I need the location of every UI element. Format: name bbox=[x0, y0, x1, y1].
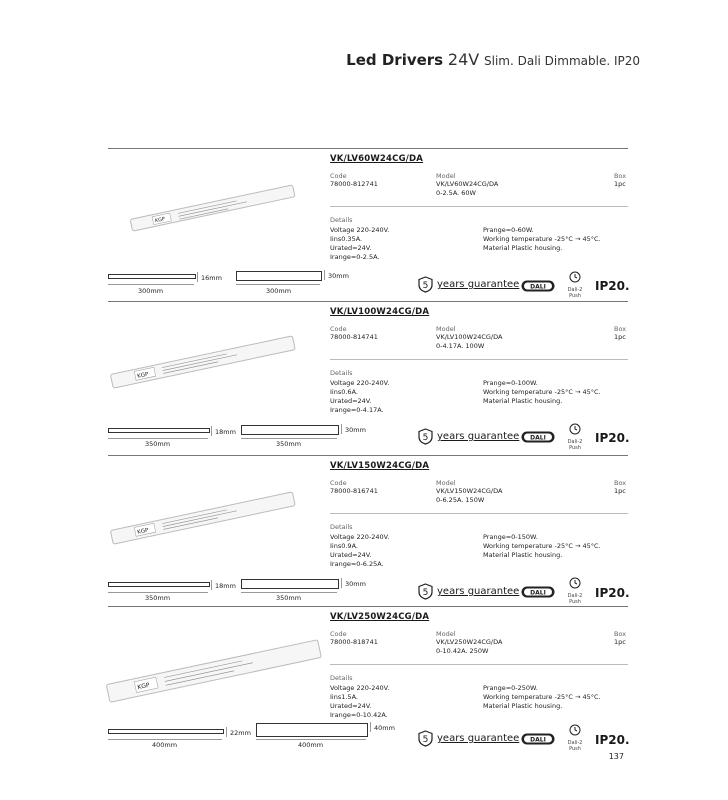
code-label: Code bbox=[330, 630, 347, 638]
box-value: 1pc bbox=[614, 333, 626, 341]
shield-icon bbox=[418, 583, 433, 600]
specs-left bbox=[330, 533, 389, 569]
spec-prange: Prange=0-100W. bbox=[483, 379, 538, 387]
page-number: 137 bbox=[608, 752, 624, 761]
code-value: 78000-816741 bbox=[330, 487, 378, 495]
guarantee-text: years guarantee bbox=[437, 431, 520, 442]
guarantee-text: years guarantee bbox=[437, 733, 520, 744]
model-value: VK/LV100W24CG/DA bbox=[436, 333, 503, 341]
svg-text:5: 5 bbox=[422, 433, 429, 443]
details-label: Details bbox=[330, 369, 353, 377]
dim-length-side: 350mm bbox=[276, 594, 302, 602]
details-label: Details bbox=[330, 674, 353, 682]
spec-irange: Irange=0-4.17A. bbox=[330, 406, 384, 414]
spec-iins: Iins0.9A. bbox=[330, 542, 358, 550]
spec-temp: Working temperature -25°C → 45°C. bbox=[483, 542, 601, 550]
guarantee-badge bbox=[418, 428, 519, 445]
dali-push-icon: Dali-2 Push bbox=[567, 721, 583, 752]
dim-length-side: 300mm bbox=[266, 287, 292, 295]
svg-text:KGP: KGP bbox=[136, 681, 151, 692]
dim-width: 30mm bbox=[345, 580, 366, 588]
product-section bbox=[0, 606, 728, 761]
model-label: Model bbox=[436, 630, 456, 638]
model-label: Model bbox=[436, 479, 456, 487]
ip-rating: IP20. bbox=[595, 431, 630, 445]
dali-logo-icon bbox=[521, 733, 555, 745]
code-value: 78000-814741 bbox=[330, 333, 378, 341]
model-label: Model bbox=[436, 172, 456, 180]
model-spec: 0-4.17A. 100W bbox=[436, 342, 485, 350]
title-bold: Led Drivers bbox=[346, 51, 444, 69]
code-label: Code bbox=[330, 172, 347, 180]
model-spec: 0-6.25A. 150W bbox=[436, 496, 485, 504]
svg-text:DALI: DALI bbox=[530, 736, 546, 744]
spec-irange: Irange=0-2.5A. bbox=[330, 253, 380, 261]
box-label: Box bbox=[614, 479, 627, 487]
dali-push-icon: Dali-2 Push bbox=[567, 574, 583, 605]
spec-material: Material Plastic housing. bbox=[483, 244, 563, 252]
dim-length-side: 400mm bbox=[298, 741, 324, 749]
specs-right bbox=[483, 226, 601, 253]
dim-length-front: 350mm bbox=[145, 440, 171, 448]
title-voltage: 24V bbox=[447, 50, 480, 69]
code-label: Code bbox=[330, 325, 347, 333]
model-spec: 0-2.5A. 60W bbox=[436, 189, 476, 197]
model-label: Model bbox=[436, 325, 456, 333]
product-title: VK/LV150W24CG/DA bbox=[330, 461, 430, 471]
spec-prange: Prange=0-60W. bbox=[483, 226, 534, 234]
shield-icon bbox=[418, 276, 433, 293]
code-label: Code bbox=[330, 479, 347, 487]
svg-text:DALI: DALI bbox=[530, 283, 546, 291]
spec-prange: Prange=0-250W. bbox=[483, 684, 538, 692]
model-spec: 0-10.42A. 250W bbox=[436, 647, 489, 655]
dim-height: 18mm bbox=[215, 582, 236, 590]
product-section bbox=[0, 148, 728, 303]
spec-temp: Working temperature -25°C → 45°C. bbox=[483, 693, 601, 701]
dim-width: 30mm bbox=[328, 272, 349, 280]
box-value: 1pc bbox=[614, 638, 626, 646]
dim-front-bar bbox=[108, 729, 224, 734]
ip-rating: IP20. bbox=[595, 733, 630, 747]
dim-front-bar bbox=[108, 274, 196, 279]
svg-text:DALI: DALI bbox=[530, 434, 546, 442]
dim-width: 40mm bbox=[374, 724, 395, 732]
svg-text:KGP: KGP bbox=[154, 216, 166, 225]
product-title: VK/LV250W24CG/DA bbox=[330, 612, 430, 622]
guarantee-text: years guarantee bbox=[437, 279, 520, 290]
spec-prange: Prange=0-150W. bbox=[483, 533, 538, 541]
spec-urated: Urated=24V. bbox=[330, 702, 372, 710]
svg-text:5: 5 bbox=[422, 281, 429, 291]
product-section bbox=[0, 301, 728, 456]
spec-voltage: Voltage 220-240V. bbox=[330, 226, 390, 234]
spec-iins: Iins0.6A. bbox=[330, 388, 358, 396]
spec-temp: Working temperature -25°C → 45°C. bbox=[483, 388, 601, 396]
details-label: Details bbox=[330, 523, 353, 531]
dali-push-icon: Dali-2 Push bbox=[567, 268, 583, 299]
details-label: Details bbox=[330, 216, 353, 224]
code-value: 78000-812741 bbox=[330, 180, 378, 188]
dim-width: 30mm bbox=[345, 426, 366, 434]
box-label: Box bbox=[614, 172, 627, 180]
page-title bbox=[0, 50, 640, 69]
guarantee-badge bbox=[418, 276, 519, 293]
dim-front-bar bbox=[108, 582, 210, 587]
shield-icon bbox=[418, 730, 433, 747]
spec-material: Material Plastic housing. bbox=[483, 397, 563, 405]
dim-length-side: 350mm bbox=[276, 440, 302, 448]
model-value: VK/LV150W24CG/DA bbox=[436, 487, 503, 495]
dim-height: 18mm bbox=[215, 428, 236, 436]
specs-right bbox=[483, 379, 601, 406]
product-title: VK/LV100W24CG/DA bbox=[330, 307, 430, 317]
dali-logo-icon bbox=[521, 280, 555, 292]
box-value: 1pc bbox=[614, 487, 626, 495]
dim-height: 16mm bbox=[201, 274, 222, 282]
svg-text:KGP: KGP bbox=[136, 371, 150, 380]
spec-voltage: Voltage 220-240V. bbox=[330, 379, 390, 387]
spec-voltage: Voltage 220-240V. bbox=[330, 684, 390, 692]
spec-urated: Urated=24V. bbox=[330, 244, 372, 252]
ip-rating: IP20. bbox=[595, 279, 630, 293]
box-value: 1pc bbox=[614, 180, 626, 188]
model-value: VK/LV250W24CG/DA bbox=[436, 638, 503, 646]
dim-length-front: 400mm bbox=[152, 741, 178, 749]
shield-icon bbox=[418, 428, 433, 445]
driver-product-image bbox=[128, 182, 298, 238]
svg-text:KGP: KGP bbox=[136, 527, 150, 536]
dali-logo-icon bbox=[521, 586, 555, 598]
box-label: Box bbox=[614, 325, 627, 333]
specs-left bbox=[330, 684, 389, 720]
driver-product-image bbox=[104, 634, 324, 710]
svg-text:DALI: DALI bbox=[530, 589, 546, 597]
specs-left bbox=[330, 226, 389, 262]
product-section bbox=[0, 455, 728, 610]
specs-right bbox=[483, 684, 601, 711]
guarantee-badge bbox=[418, 730, 519, 747]
guarantee-badge bbox=[418, 583, 519, 600]
dim-top-bar bbox=[241, 579, 339, 589]
spec-irange: Irange=0-10.42A. bbox=[330, 711, 388, 719]
spec-urated: Urated=24V. bbox=[330, 551, 372, 559]
spec-iins: Iins0.35A. bbox=[330, 235, 363, 243]
model-value: VK/LV60W24CG/DA bbox=[436, 180, 499, 188]
spec-iins: Iins1.5A. bbox=[330, 693, 358, 701]
dim-top-bar bbox=[256, 723, 368, 737]
svg-text:5: 5 bbox=[422, 588, 429, 598]
title-subtitle: Slim. Dali Dimmable. IP20 bbox=[484, 54, 640, 68]
spec-temp: Working temperature -25°C → 45°C. bbox=[483, 235, 601, 243]
spec-urated: Urated=24V. bbox=[330, 397, 372, 405]
code-value: 78000-818741 bbox=[330, 638, 378, 646]
dim-top-bar bbox=[236, 271, 322, 281]
dim-top-bar bbox=[241, 425, 339, 435]
spec-material: Material Plastic housing. bbox=[483, 702, 563, 710]
dim-height: 22mm bbox=[230, 729, 251, 737]
ip-rating: IP20. bbox=[595, 586, 630, 600]
svg-text:5: 5 bbox=[422, 735, 429, 745]
spec-material: Material Plastic housing. bbox=[483, 551, 563, 559]
spec-irange: Irange=0-6.25A. bbox=[330, 560, 384, 568]
dim-length-front: 350mm bbox=[145, 594, 171, 602]
specs-left bbox=[330, 379, 389, 415]
product-title: VK/LV60W24CG/DA bbox=[330, 154, 424, 164]
spec-voltage: Voltage 220-240V. bbox=[330, 533, 390, 541]
dim-length-front: 300mm bbox=[138, 287, 164, 295]
driver-product-image bbox=[108, 331, 298, 395]
driver-product-image bbox=[108, 487, 298, 551]
box-label: Box bbox=[614, 630, 627, 638]
dim-front-bar bbox=[108, 428, 210, 433]
dali-logo-icon bbox=[521, 431, 555, 443]
dali-push-icon: Dali-2 Push bbox=[567, 420, 583, 451]
specs-right bbox=[483, 533, 601, 560]
guarantee-text: years guarantee bbox=[437, 586, 520, 597]
